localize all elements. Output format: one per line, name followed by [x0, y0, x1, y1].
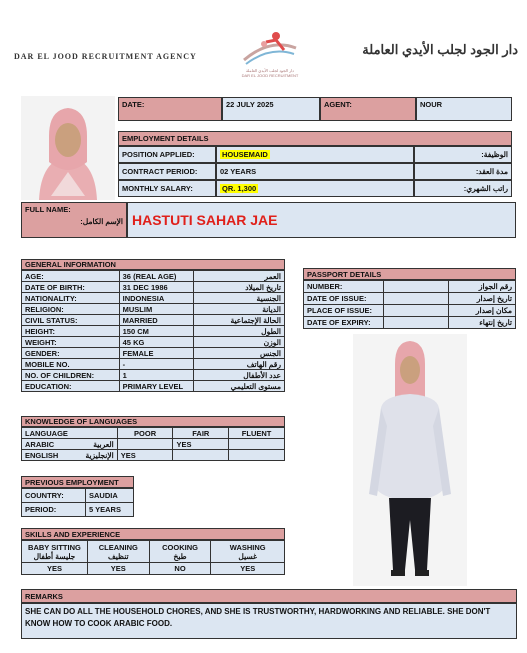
employment-title: EMPLOYMENT DETAILS — [118, 131, 512, 146]
general-label: RELIGION: — [22, 304, 120, 315]
skill-cooking-en: COOKING — [162, 542, 198, 552]
general-label: NO. OF CHILDREN: — [22, 370, 120, 381]
lang-english-ar: الإنجليزية — [85, 450, 114, 460]
skill-cleaning-en: CLEANING — [98, 542, 138, 552]
employment-rows — [118, 146, 512, 197]
fullname-label-box — [21, 202, 127, 238]
salary-label: MONTHLY SALARY: — [118, 180, 216, 197]
salary-ar: راتب الشهري: — [414, 180, 512, 197]
previous-period-label: PERIOD: — [22, 503, 86, 517]
general-value: 45 KG — [119, 337, 193, 348]
portrait-photo — [21, 96, 115, 200]
lang-arabic-poor — [117, 439, 173, 450]
general-ar: الطول — [193, 326, 284, 337]
skills-title: SKILLS AND EXPERIENCE — [21, 528, 285, 540]
contract-ar: مدة العقد: — [414, 163, 512, 180]
lang-english-fluent — [229, 450, 285, 461]
general-value: MARRIED — [119, 315, 193, 326]
general-row — [22, 381, 285, 392]
previous-country-label: COUNTRY: — [22, 489, 86, 503]
fullname-value: HASTUTI SAHAR JAE — [132, 212, 278, 228]
general-label: CIVIL STATUS: — [22, 315, 120, 326]
general-row — [22, 359, 285, 370]
general-ar: رقم الهاتف — [193, 359, 284, 370]
general-label: NATIONALITY: — [22, 293, 120, 304]
passport-row — [304, 305, 516, 317]
general-ar: مستوى التعليمي — [193, 381, 284, 392]
lang-english-en: ENGLISH — [25, 450, 59, 460]
passport-ar: تاريخ إنتهاء — [449, 317, 516, 329]
agent-label: AGENT: — [320, 97, 416, 121]
general-row — [22, 304, 285, 315]
general-row — [22, 315, 285, 326]
fullname-ar: الإسم الكامل: — [80, 217, 123, 226]
agent-value: NOUR — [416, 97, 512, 121]
passport-label: NUMBER: — [304, 281, 384, 293]
general-row — [22, 348, 285, 359]
agency-name-en: DAR EL JOOD RECRUITMENT AGENCY — [14, 52, 197, 61]
passport-label: DATE OF ISSUE: — [304, 293, 384, 305]
languages-table — [21, 427, 285, 461]
previous-title: PREVIOUS EMPLOYMENT — [21, 476, 134, 488]
general-value: 150 CM — [119, 326, 193, 337]
passport-ar: مكان إصدار — [449, 305, 516, 317]
general-label: MOBILE NO. — [22, 359, 120, 370]
skills-table — [21, 540, 285, 575]
general-label: EDUCATION: — [22, 381, 120, 392]
contract-value: 02 YEARS — [216, 163, 414, 180]
passport-title: PASSPORT DETAILS — [303, 268, 516, 280]
passport-value — [383, 281, 448, 293]
date-value: 22 JULY 2025 — [222, 97, 320, 121]
general-row — [22, 337, 285, 348]
skill-washing-ar: غسيل — [238, 551, 257, 561]
lang-header-fluent: FLUENT — [229, 428, 285, 439]
general-ar: الحالة الإجتماعية — [193, 315, 284, 326]
lang-arabic-fluent — [229, 439, 285, 450]
passport-ar: رقم الجواز — [449, 281, 516, 293]
general-value: FEMALE — [119, 348, 193, 359]
lang-arabic-en: ARABIC — [25, 439, 55, 449]
passport-table — [303, 280, 516, 329]
contract-label: CONTRACT PERIOD: — [118, 163, 216, 180]
general-label: DATE OF BIRTH: — [22, 282, 120, 293]
skill-cleaning-value: YES — [87, 563, 149, 575]
general-value: 36 (REAL AGE) — [119, 271, 193, 282]
previous-country-value: SAUDIA — [86, 489, 134, 503]
passport-row — [304, 281, 516, 293]
general-row — [22, 293, 285, 304]
fullname-label: FULL NAME: — [25, 205, 71, 214]
general-value: INDONESIA — [119, 293, 193, 304]
passport-label: DATE OF EXPIRY: — [304, 317, 384, 329]
agency-name-ar: دار الجود لجلب الأيدي العاملة — [362, 42, 518, 57]
general-value: PRIMARY LEVEL — [119, 381, 193, 392]
previous-period-value: 5 YEARS — [86, 503, 134, 517]
general-label: HEIGHT: — [22, 326, 120, 337]
skill-babysitting-value: YES — [22, 563, 88, 575]
languages-title: KNOWLEDGE OF LANGUAGES — [21, 416, 285, 427]
general-ar: تاريخ الميلاد — [193, 282, 284, 293]
passport-label: PLACE OF ISSUE: — [304, 305, 384, 317]
lang-english-fair — [173, 450, 229, 461]
lang-arabic-ar: العربية — [93, 439, 114, 449]
logo-text-en: DAR EL JOOD RECRUITMENT — [241, 73, 299, 78]
general-label: WEIGHT: — [22, 337, 120, 348]
remarks-text: SHE CAN DO ALL THE HOUSEHOLD CHORES, AND SHE IS TRUSTWORTHY, HARDWORKING AND RELIABLE. SHE DON'T KNOW HOW TO COOK ARABIC FOOD. — [21, 603, 517, 639]
general-ar: العمر — [193, 271, 284, 282]
general-label: GENDER: — [22, 348, 120, 359]
lang-header-language: LANGUAGE — [22, 428, 118, 439]
general-row — [22, 326, 285, 337]
general-ar: الديانة — [193, 304, 284, 315]
position-value: HOUSEMAID — [222, 150, 268, 159]
general-row — [22, 282, 285, 293]
general-ar: الوزن — [193, 337, 284, 348]
agency-logo — [236, 28, 304, 83]
skill-cooking-ar: طبخ — [173, 551, 187, 561]
lang-header-poor: POOR — [117, 428, 173, 439]
general-ar: الجنس — [193, 348, 284, 359]
general-ar: الجنسية — [193, 293, 284, 304]
general-row — [22, 271, 285, 282]
skill-washing-en: WASHING — [229, 542, 266, 552]
general-title: GENERAL INFORMATION — [21, 259, 285, 270]
lang-english-poor: YES — [117, 450, 173, 461]
skill-babysitting-ar: جليسة أطفال — [33, 551, 76, 561]
salary-value: QR. 1,300 — [222, 184, 257, 193]
passport-row — [304, 317, 516, 329]
general-value: 1 — [119, 370, 193, 381]
fullbody-photo — [353, 334, 467, 586]
skill-babysitting-en: BABY SITTING — [28, 542, 81, 552]
passport-row — [304, 293, 516, 305]
fullname-value-box — [127, 202, 516, 238]
general-value: 31 DEC 1986 — [119, 282, 193, 293]
date-label: DATE: — [118, 97, 222, 121]
general-table — [21, 270, 285, 392]
general-row — [22, 370, 285, 381]
passport-value — [383, 317, 448, 329]
skill-washing-value: YES — [211, 563, 285, 575]
lang-header-fair: FAIR — [173, 428, 229, 439]
position-label: POSITION APPLIED: — [118, 146, 216, 163]
lang-arabic-fair: YES — [173, 439, 229, 450]
general-label: AGE: — [22, 271, 120, 282]
remarks-title: REMARKS — [21, 589, 517, 603]
general-value: - — [119, 359, 193, 370]
general-ar: عدد الأطفال — [193, 370, 284, 381]
skill-cleaning-ar: تنظيف — [108, 551, 129, 561]
general-value: MUSLIM — [119, 304, 193, 315]
logo-icon — [236, 28, 304, 68]
passport-value — [383, 305, 448, 317]
passport-ar: تاريخ إصدار — [449, 293, 516, 305]
previous-table — [21, 488, 134, 517]
passport-value — [383, 293, 448, 305]
logo-text-ar: دار الجود لجلب الأيدي العاملة — [246, 68, 294, 73]
position-ar: الوظيفة: — [414, 146, 512, 163]
skill-cooking-value: NO — [149, 563, 211, 575]
